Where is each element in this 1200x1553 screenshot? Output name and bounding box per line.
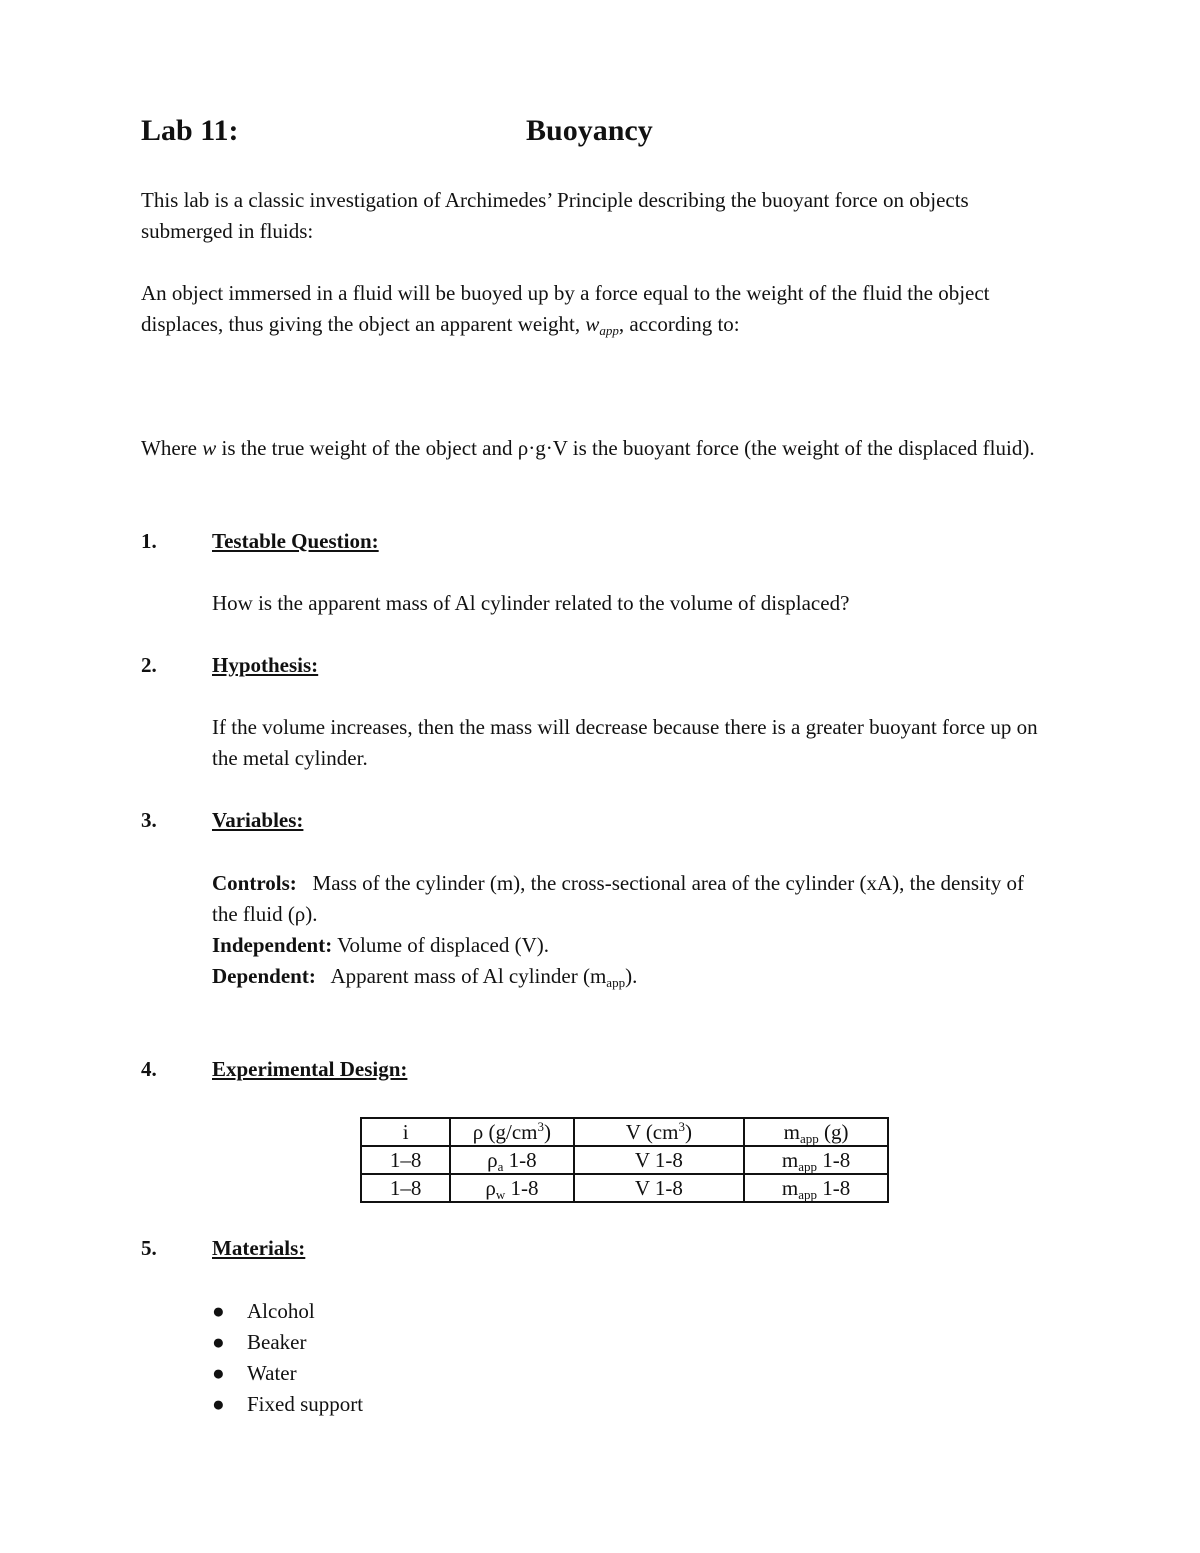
definition-paragraph [141,433,1041,464]
section-3-number: 3. [141,808,157,832]
testable-question-text: How is the apparent mass of Al cylinder related to the volume of displaced? [212,591,850,615]
definition-text-end: is the true weight of the object and ρ·g·V is the buoyant force (the weight of the displaced fluid). [221,436,1035,460]
bullet-icon: ● [212,1392,225,1416]
dependent-text-end: ). [625,964,638,988]
materials-list [212,1296,363,1420]
table-cell: $\rho_a$ 1-8 [450,1146,573,1174]
table-cell: $m_{app}$ 1-8 [744,1146,888,1174]
section-4-number: 4. [141,1057,157,1081]
independent-line [212,930,1042,961]
section-4-heading: Experimental Design: [212,1057,408,1081]
section-1-heading: Testable Question: [212,529,379,553]
section-1-number: 1. [141,529,157,553]
hypothesis-text: If the volume increases, then the mass will decrease because there is a greater buoyant force up on the metal cylinder. [212,715,1038,770]
definition-text-start: Where [141,436,197,460]
independent-text: Volume of displaced (V). [337,933,549,957]
section-3-heading: Variables: [212,808,304,832]
table-header-cell: $m_{app}$ (g) [744,1118,888,1146]
independent-label: Independent: [212,933,333,957]
principle-text: An object immersed in a fluid will be buoyed up by a force equal to the weight of the fluid the object displaces, thus giving the object an apparent weight, [141,281,990,336]
table-header-cell: i [361,1118,450,1146]
controls-line [212,868,1042,930]
principle-text-end: , according to: [618,312,740,336]
table-header-cell: V $(cm^3)$ [574,1118,745,1146]
section-2-heading: Hypothesis: [212,653,319,677]
true-weight-symbol: w [202,436,217,460]
bullet-icon: ● [212,1299,225,1323]
controls-label: Controls: [212,871,297,895]
dependent-subscript: app [606,975,626,990]
bullet-icon: ● [212,1330,225,1354]
list-item: ● Alcohol [212,1296,363,1327]
dependent-line [212,961,1042,992]
list-item: ● Water [212,1358,363,1389]
apparent-weight-symbol: w [585,312,600,336]
dependent-label: Dependent: [212,964,316,988]
table-cell: V 1-8 [574,1174,745,1202]
section-5-heading: Materials: [212,1236,306,1260]
section-5-number: 5. [141,1236,157,1260]
page-title: Buoyancy [526,114,653,147]
table-cell: $\rho_w$ 1-8 [450,1174,573,1202]
table-cell: 1–8 [361,1146,450,1174]
section-2-number: 2. [141,653,157,677]
table-cell: $m_{app}$ 1-8 [744,1174,888,1202]
principle-paragraph [141,278,1041,340]
table-row [361,1146,888,1174]
lab-number: Lab 11: [141,114,239,147]
list-item: ● Fixed support [212,1389,363,1420]
experimental-design-table [360,1117,889,1203]
table-header-cell: ρ $(g/cm^3)$ [450,1118,573,1146]
intro-paragraph: This lab is a classic investigation of Archimedes’ Principle describing the buoyant force on objects submerged in fluids: [141,188,969,243]
controls-text: Mass of the cylinder (m), the cross-sectional area of the cylinder (xA), the density of the fluid (ρ). [212,871,1024,926]
table-row [361,1174,888,1202]
list-item: ● Beaker [212,1327,363,1358]
table-header-row [361,1118,888,1146]
apparent-weight-subscript: app [599,323,619,338]
bullet-icon: ● [212,1361,225,1385]
table-cell: V 1-8 [574,1146,745,1174]
table-cell: 1–8 [361,1174,450,1202]
dependent-text: Apparent mass of Al cylinder (m [330,964,607,988]
